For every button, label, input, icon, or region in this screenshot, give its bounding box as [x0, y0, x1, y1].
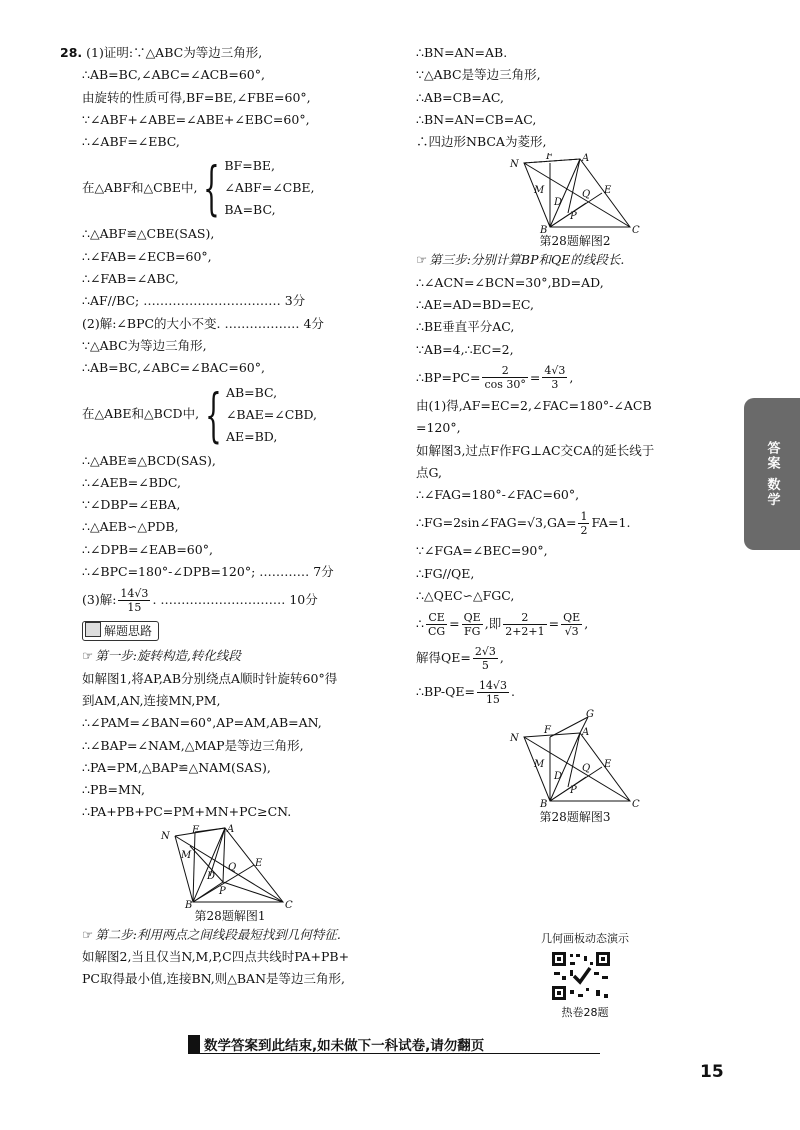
line: ∵∠FGA=∠BEC=90°,: [416, 543, 548, 559]
svg-text:C: C: [632, 225, 640, 234]
line: ∴△ABE≌△BCD(SAS),: [82, 452, 216, 468]
equation-system-1: [60, 153, 400, 223]
fraction: [578, 510, 589, 537]
score-text: . ………………………… 10分: [152, 592, 318, 608]
svg-text:P: P: [570, 211, 577, 223]
line: ∴△AEB∽△PDB,: [82, 519, 179, 535]
line: ∴∠FAB=∠ABC,: [82, 271, 179, 287]
equation-text: =: [449, 616, 460, 632]
answer-line: [60, 583, 400, 617]
numerator: 1: [580, 509, 588, 523]
step-heading: [60, 924, 400, 946]
hand-pointer-icon: ☞: [82, 648, 94, 664]
line: 由(1)得,AF=EC=2,∠FAC=180°-∠ACB: [416, 397, 652, 413]
svg-text:A: A: [227, 823, 235, 835]
hand-pointer-icon: ☞: [416, 252, 428, 268]
line: ∴PA=PM,△BAP≌△NAM(SAS),: [82, 759, 271, 775]
page-number: 15: [700, 1062, 724, 1082]
footer-text: 数学答案到此结束,如未做下一科试卷,请勿翻页: [204, 1038, 485, 1054]
figure-1: [155, 824, 305, 908]
svg-text:A: A: [582, 727, 590, 739]
svg-text:P: P: [570, 785, 577, 797]
numerator: CE: [426, 611, 447, 625]
line: =120°,: [416, 420, 461, 436]
system-item: ∠ABF=∠CBE,: [224, 180, 315, 196]
svg-text:C: C: [632, 799, 640, 810]
fraction: [473, 645, 498, 672]
line: ∴∠BPC=180°-∠DPB=120°; ………… 7分: [82, 564, 334, 580]
equation-text: ,: [569, 369, 574, 385]
equation-text: .: [510, 684, 515, 700]
line: ∵△ABC是等边三角形,: [416, 67, 541, 83]
line: ∵∠DBP=∠EBA,: [82, 497, 181, 513]
fraction: [561, 611, 582, 638]
svg-text:E: E: [604, 185, 612, 197]
denominator: 15: [127, 600, 142, 614]
line: ∴AB=CB=AC,: [416, 89, 504, 105]
line: ∴FG//QE,: [416, 565, 475, 581]
svg-text:M: M: [181, 849, 192, 861]
numerator: 14√3: [478, 678, 507, 692]
hand-pointer-icon: ☞: [82, 926, 94, 942]
line: 如解图1,将AP,AB分别绕点A顺时针旋转60°得: [82, 670, 338, 686]
line: 到AM,AN,连接MN,PM,: [82, 692, 221, 708]
line: 如解图3,过点F作FG⊥AC交CA的延长线于: [416, 442, 655, 458]
line: 如解图2,当且仅当N,M,P,C四点共线时PA+PB+: [82, 949, 350, 965]
denominator: CG: [427, 624, 446, 638]
step-heading: [416, 249, 734, 271]
denominator: √3: [564, 624, 579, 638]
fraction: [542, 364, 567, 391]
line: ∴PA+PB+PC=PM+MN+PC≥CN.: [82, 804, 292, 820]
svg-text:Q: Q: [582, 189, 591, 201]
line: ∵△ABC为等边三角形,: [82, 337, 207, 353]
equation-text: FA=1.: [591, 515, 631, 531]
denominator: cos 30°: [484, 378, 526, 392]
denominator: FG: [463, 624, 481, 638]
tag-label: 解题思路: [104, 624, 153, 639]
svg-text:N: N: [510, 159, 519, 171]
side-tab: 答案 数学: [744, 398, 800, 550]
footer-rule: [188, 1053, 600, 1054]
denominator: 2+2+1: [505, 624, 545, 638]
system-item: BF=BE,: [224, 158, 275, 174]
line: ∵AB=4,∴EC=2,: [416, 341, 514, 357]
fraction: [482, 364, 527, 391]
numerator: 2: [482, 364, 527, 378]
line: (2)解:∠BPC的大小不变. ……………… 4分: [82, 315, 324, 331]
numerator: 2: [503, 611, 546, 625]
footer-notice: [188, 1032, 600, 1056]
svg-text:F: F: [192, 824, 199, 836]
denominator: 2: [580, 523, 588, 537]
line: ∴∠AEB=∠BDC,: [82, 474, 182, 490]
svg-text:B: B: [540, 799, 548, 810]
fraction: [118, 587, 150, 614]
svg-text:G: G: [586, 709, 594, 721]
step-text: 第一步:旋转构造,转化线段: [95, 648, 241, 664]
svg-text:M: M: [534, 759, 545, 771]
step-text: 第三步:分别计算BP和QE的线段长.: [429, 252, 625, 268]
answer-lead: (3)解:: [82, 592, 117, 608]
line: ∴AB=BC,∠ABC=∠BAC=60°,: [82, 360, 265, 376]
solution-idea-tag: [82, 621, 159, 641]
equation-text: =: [548, 616, 560, 632]
denominator: 3: [551, 378, 559, 392]
equation-text: ∴FG=2sin∠FAG=√3,GA=: [416, 515, 577, 531]
figure-2-caption: 第28题解图2: [539, 234, 611, 249]
denominator: 5: [481, 658, 489, 672]
line: ∴△QEC∽△FGC,: [416, 588, 515, 604]
svg-text:P: P: [219, 885, 226, 897]
step-heading: [60, 645, 400, 667]
numerator: 14√3: [120, 586, 149, 600]
equation-line: [416, 641, 734, 675]
line: ∵∠ABF+∠ABE=∠ABE+∠EBC=60°,: [82, 111, 310, 127]
line: ∴AE=AD=BD=EC,: [416, 297, 534, 313]
system-lead: 在△ABE和△BCD中,: [82, 406, 200, 422]
line: ∴PB=MN,: [82, 782, 145, 798]
line: ∴∠ABF=∠EBC,: [82, 134, 180, 150]
figure-1-caption: 第28题解图1: [194, 908, 266, 923]
svg-text:B: B: [185, 899, 193, 908]
right-column: [416, 42, 734, 825]
qr-code-icon[interactable]: [550, 950, 612, 1002]
brace-icon: {: [203, 154, 221, 223]
equation-text: 解得QE=: [416, 650, 471, 666]
svg-text:E: E: [255, 857, 263, 869]
system-lead: 在△ABF和△CBE中,: [82, 180, 198, 196]
line: PC取得最小值,连接BN,则△BAN是等边三角形,: [82, 971, 345, 987]
line: ∴AF//BC; …………………………… 3分: [82, 293, 306, 309]
qr-title: 几何画板动态演示: [541, 932, 629, 945]
line: ∴∠PAM=∠BAN=60°,AP=AM,AB=AN,: [82, 715, 322, 731]
line: 点G,: [416, 464, 443, 480]
equation-line: [416, 607, 734, 641]
equation-line: [416, 506, 734, 540]
brace-icon: {: [205, 380, 222, 449]
svg-text:N: N: [510, 733, 519, 745]
svg-text:D: D: [554, 771, 563, 783]
svg-text:F: F: [544, 725, 551, 737]
idea-icon: [85, 622, 101, 637]
left-column: [60, 42, 400, 991]
equation-text: =: [529, 369, 541, 385]
numerator: 2√3: [474, 644, 496, 658]
svg-text:A: A: [582, 153, 590, 165]
equation-system-2: [60, 380, 400, 450]
figure-3: [500, 709, 650, 809]
system-item: BA=BC,: [224, 202, 276, 218]
svg-text:F: F: [546, 153, 553, 163]
fraction: [477, 679, 509, 706]
equation-text: ∴BP-QE=: [416, 684, 475, 700]
denominator: 15: [485, 692, 500, 706]
svg-text:Q: Q: [228, 861, 237, 873]
line: ∴△ABF≌△CBE(SAS),: [82, 226, 215, 242]
equation-line: [416, 361, 734, 395]
svg-text:D: D: [554, 197, 563, 209]
equation-text: ,: [584, 616, 589, 632]
line: 由旋转的性质可得,BF=BE,∠FBE=60°,: [82, 89, 311, 105]
fraction: [503, 611, 546, 638]
equation-text: ∴BP=PC=: [416, 369, 481, 385]
line: ∴∠FAG=180°-∠FAC=60°,: [416, 487, 580, 503]
svg-text:N: N: [161, 830, 170, 842]
line: ∴∠ACN=∠BCN=30°,BD=AD,: [416, 274, 604, 290]
line: ∴∠FAB=∠ECB=60°,: [82, 248, 212, 264]
line: ∴BE垂直平分AC,: [416, 319, 515, 335]
line: (1)证明:∵△ABC为等边三角形,: [86, 45, 263, 60]
fraction: [462, 611, 483, 638]
line: ∴AB=BC,∠ABC=∠ACB=60°,: [82, 67, 265, 83]
question-number: 28.: [60, 45, 83, 60]
equation-line: [416, 675, 734, 709]
numerator: QE: [463, 610, 481, 624]
line: ∴∠DPB=∠EAB=60°,: [82, 541, 213, 557]
figure-3-caption: 第28题解图3: [539, 810, 611, 825]
figure-2: [500, 153, 650, 233]
system-item: AE=BD,: [225, 428, 278, 444]
fraction: [426, 611, 447, 638]
equation-text: ,即: [484, 616, 502, 632]
footer-bar-icon: [188, 1035, 200, 1053]
qr-caption: 热卷28题: [561, 1006, 609, 1019]
system-item: ∠BAE=∠CBD,: [225, 406, 318, 422]
numerator: QE: [563, 610, 581, 624]
svg-text:M: M: [534, 185, 545, 197]
line: ∴BN=AN=CB=AC,: [416, 111, 537, 127]
svg-text:D: D: [207, 870, 216, 882]
equation-text: ∴: [416, 616, 424, 632]
equation-text: ,: [499, 650, 504, 666]
svg-text:B: B: [540, 225, 548, 234]
svg-text:Q: Q: [582, 763, 591, 775]
line: ∴四边形NBCA为菱形,: [416, 134, 547, 150]
svg-text:C: C: [285, 899, 293, 908]
line: ∴BN=AN=AB.: [416, 45, 508, 60]
numerator: 4√3: [544, 364, 566, 378]
step-text: 第二步:利用两点之间线段最短找到几何特征.: [95, 926, 341, 942]
line: ∴∠BAP=∠NAM,△MAP是等边三角形,: [82, 737, 304, 753]
system-item: AB=BC,: [225, 384, 278, 400]
svg-text:E: E: [604, 759, 612, 771]
